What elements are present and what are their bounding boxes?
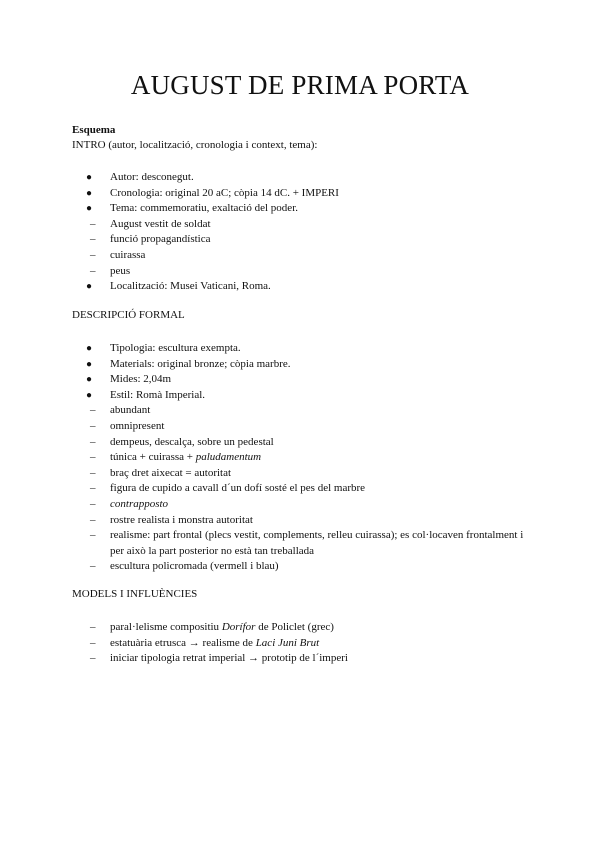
dash-icon: – — [90, 482, 96, 495]
dash-icon: – — [90, 249, 96, 261]
list-item-text — [110, 232, 530, 247]
descripcio-heading: DESCRIPCIÓ FORMAL — [72, 309, 185, 321]
text-segment: Materials: original bronze; còpia marbre. — [110, 357, 291, 370]
models-heading: MODELS I INFLUÈNCIES — [72, 588, 198, 600]
dash-icon: – — [90, 652, 96, 665]
text-segment: Estil: Romà Imperial. — [110, 388, 206, 401]
dash-icon: – — [90, 435, 96, 448]
list-item-text — [110, 388, 530, 403]
text-segment: túnica + cuirassa + — [110, 451, 196, 464]
list-item-text — [110, 559, 530, 574]
list-item-text — [110, 435, 530, 450]
dash-icon: – — [90, 264, 96, 277]
text-segment: figura de cupido a cavall d´un dofí sosté el pes del marbre — [110, 482, 366, 495]
text-segment: Tipologia: escultura exempta. — [110, 342, 241, 354]
italic-text: Dorífor — [221, 621, 256, 633]
intro-heading: INTRO (autor, localització, cronologia i context, tema): — [72, 139, 318, 151]
text-segment: Tema: commemoratiu, exaltació del poder. — [110, 202, 298, 215]
list-item-text — [110, 403, 530, 418]
text-segment: cuirassa — [110, 249, 146, 261]
bullet-icon: ● — [86, 343, 93, 354]
list-item-text — [110, 201, 530, 216]
list-item-text — [110, 636, 530, 651]
dash-icon: – — [90, 621, 96, 633]
dash-icon: – — [90, 560, 96, 573]
list-item-text — [110, 450, 530, 465]
list-item-text — [110, 170, 530, 185]
list-item-text — [110, 264, 530, 279]
list-item-text — [110, 357, 530, 372]
list-item-text — [110, 513, 530, 528]
list-item-text — [110, 620, 530, 635]
italic-text: contrapposto — [110, 498, 169, 510]
bullet-icon: ● — [86, 172, 93, 183]
dash-icon: – — [90, 451, 96, 464]
text-segment: estatuària etrusca → realisme de — [110, 636, 256, 649]
bullet-icon: ● — [86, 281, 93, 293]
dash-icon: – — [90, 404, 96, 417]
bullet-icon: ● — [86, 187, 93, 199]
list-item-text — [110, 186, 530, 201]
text-segment: dempeus, descalça, sobre un pedestal — [110, 435, 274, 448]
text-segment: Localització: Musei Vaticani, Roma. — [110, 280, 271, 293]
page-title: AUGUST DE PRIMA PORTA — [130, 70, 470, 100]
list-item-text — [110, 248, 530, 263]
text-segment: de Policlet (grec) — [255, 621, 334, 633]
list-item-text — [110, 481, 530, 496]
list-item-text — [110, 372, 530, 387]
italic-text: Laci Juni Brut — [255, 636, 320, 649]
italic-text: paludamentum — [195, 451, 262, 464]
dash-icon: – — [90, 466, 96, 479]
bullet-icon: ● — [86, 374, 93, 386]
list-item-text — [110, 341, 530, 356]
dash-icon: – — [90, 529, 96, 542]
bullet-icon: ● — [86, 203, 93, 215]
dash-icon: – — [90, 513, 96, 526]
text-segment: Mides: 2,04m — [110, 373, 172, 386]
text-segment: realisme: part frontal (plecs vestit, complements, relleu cuirassa); es col·locaven frontalment i per això la part posterior no està tan treballada — [110, 529, 524, 557]
text-segment: Cronologia: original 20 aC; còpia 14 dC. + IMPERI — [110, 186, 339, 199]
list-item-text — [110, 466, 530, 481]
text-segment: August vestit de soldat — [110, 217, 211, 230]
text-segment: Autor: desconegut. — [110, 171, 194, 183]
bullet-icon: ● — [86, 389, 93, 401]
text-segment: escultura policromada (vermell i blau) — [110, 560, 279, 573]
dash-icon: – — [90, 498, 96, 510]
esquema-label: Esquema — [72, 124, 116, 136]
list-item-text — [110, 528, 530, 559]
dash-icon: – — [90, 636, 96, 649]
dash-icon: – — [90, 233, 96, 246]
text-segment: braç dret aixecat = autoritat — [110, 466, 232, 479]
dash-icon: – — [90, 420, 96, 432]
list-item-text — [110, 279, 530, 294]
text-segment: funció propagandística — [110, 233, 211, 246]
text-segment: rostre realista i monstra autoritat — [110, 513, 253, 526]
list-item-text — [110, 497, 530, 512]
dash-icon: – — [90, 217, 96, 230]
text-segment: peus — [110, 264, 131, 277]
list-item-text — [110, 651, 530, 666]
bullet-icon: ● — [86, 358, 93, 370]
list-item-text — [110, 217, 530, 232]
list-item-text — [110, 419, 530, 434]
text-segment: paral·lelisme compositiu — [110, 621, 222, 633]
text-segment: abundant — [110, 404, 151, 417]
text-segment: iniciar tipologia retrat imperial → prototip de l´imperi — [110, 652, 348, 665]
text-segment: omnipresent — [110, 420, 165, 432]
